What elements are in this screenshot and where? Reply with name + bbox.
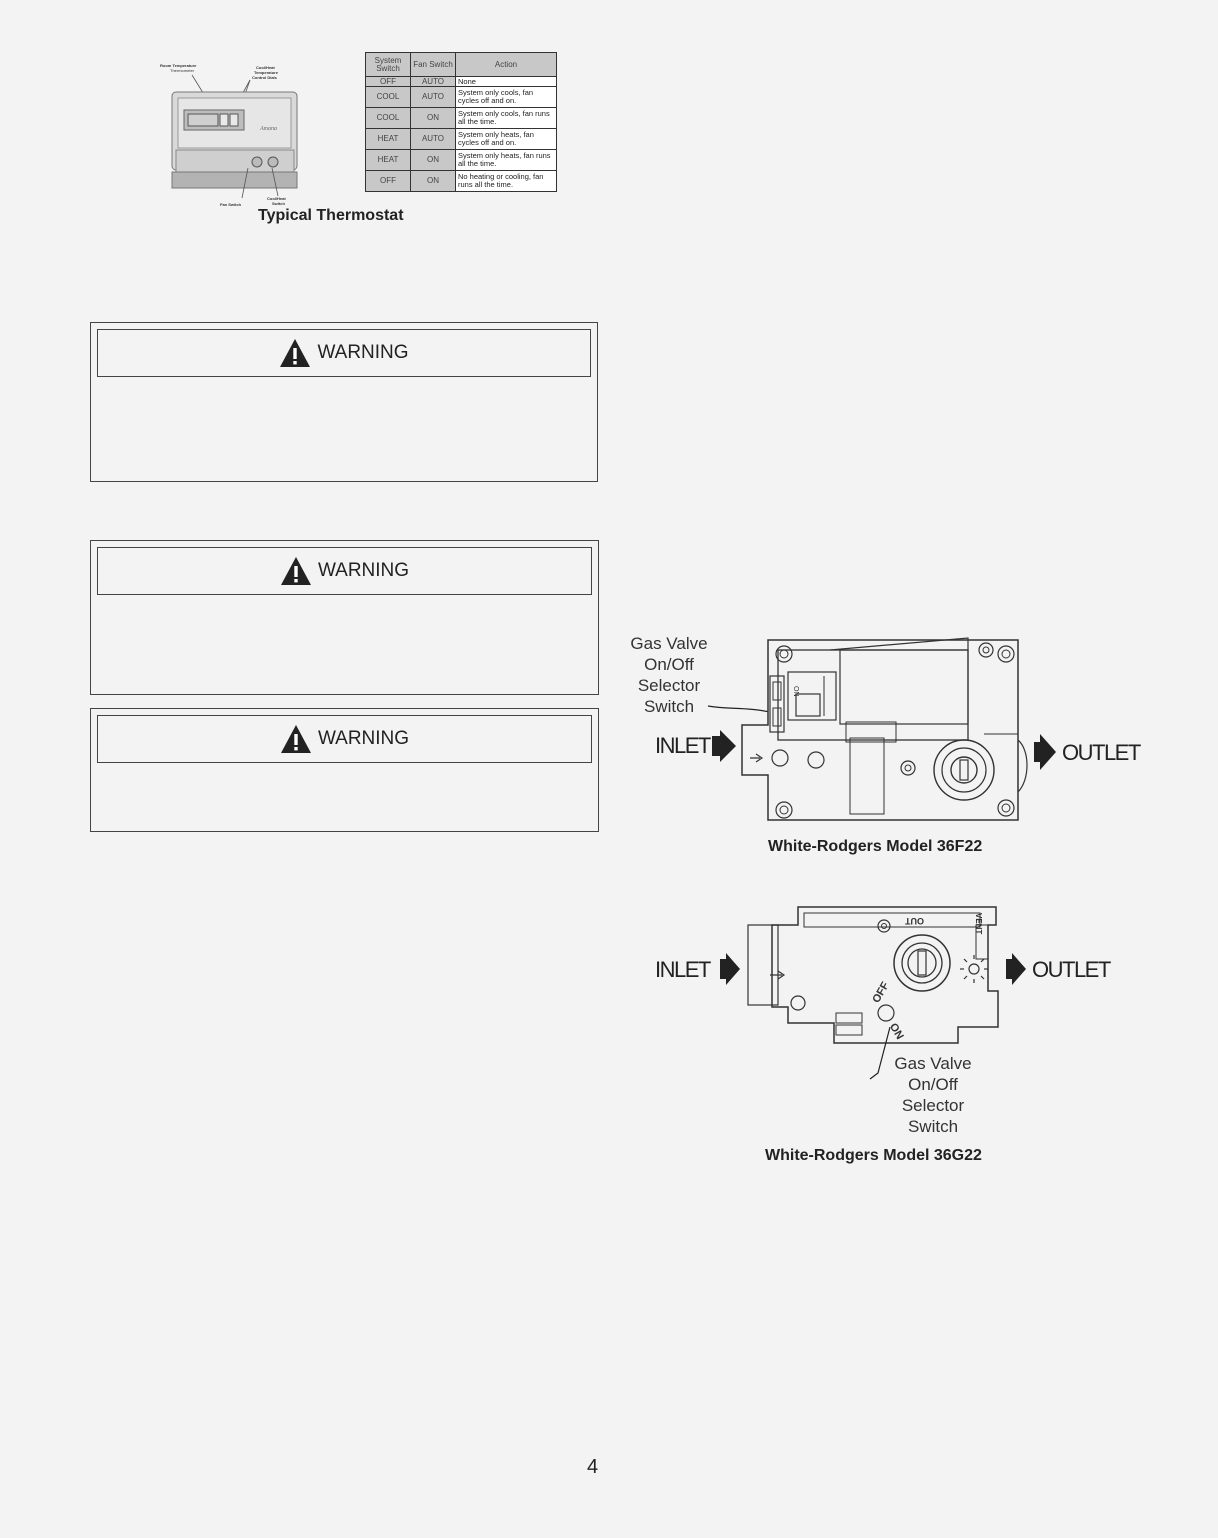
fan-switch-cell: AUTO [411,77,456,87]
warning-triangle-icon [280,556,312,586]
callout-coolheat-dials-2: Temperature [254,70,278,75]
svg-text:Amana: Amana [260,126,277,132]
fan-switch-cell: ON [411,150,456,171]
valve-36g22-outlet-label: OUTLET [1032,957,1110,982]
action-cell: System only heats, fan runs all the time. [456,150,557,171]
valve-36g22-selector-label [886,1053,980,1137]
selector-label-line: Gas Valve [894,1054,972,1073]
callout-coolheat-switch: Cool/Heat [267,196,286,201]
warning-box-3 [90,708,599,832]
warning-label: WARNING [317,560,410,581]
action-cell: None [456,77,557,87]
selector-label-line: On/Off [644,655,694,674]
selector-label-line: Selector [901,1096,965,1115]
valve-36g22-drawing [700,895,1030,1080]
warning-header [97,547,592,595]
table-row [366,171,557,192]
valve-36g22-inlet-label: INLET [655,957,710,982]
selector-label-line: On/Off [908,1075,958,1094]
table-header: Action [456,53,557,77]
warning-label: WARNING [317,342,409,363]
warning-box-2 [90,540,599,695]
callout-room-temp-2: Thermometer [170,68,195,73]
table-header: Fan Switch [411,53,456,77]
action-cell: System only cools, fan cycles off and on. [456,87,557,108]
thermostat-figure [150,58,300,208]
table-row [366,108,557,129]
svg-text:OFF: OFF [870,980,892,1006]
system-switch-cell: HEAT [366,129,411,150]
fan-switch-cell: ON [411,108,456,129]
selector-label-line: Gas Valve [630,634,708,653]
thermostat-caption: Typical Thermostat [258,207,404,224]
system-switch-cell: COOL [366,87,411,108]
warning-triangle-icon [280,724,312,754]
callout-coolheat-switch-2: Switch [272,201,285,206]
table-header: System Switch [366,53,411,77]
callout-room-temp: Room Temperature [160,63,197,68]
callout-coolheat-dials-3: Control Dials [252,75,277,80]
warning-header [97,329,591,377]
page-number: 4 [587,1456,599,1478]
table-row [366,150,557,171]
system-switch-cell: HEAT [366,150,411,171]
table-row [366,129,557,150]
valve-36f22-model-caption: White-Rodgers Model 36F22 [768,838,983,855]
thermostat-switch-table [365,52,557,192]
thermostat-drawing [150,58,300,208]
callout-fan-switch: Fan Switch [220,202,242,207]
valve-36f22-drawing [700,630,1060,830]
table-header-row [366,53,557,77]
warning-header [97,715,592,763]
action-cell: No heating or cooling, fan runs all the time. [456,171,557,192]
callout-coolheat-dials: Cool/Heat [256,65,275,70]
fan-switch-cell: AUTO [411,129,456,150]
action-cell: System only heats, fan cycles off and on. [456,129,557,150]
table-row [366,77,557,87]
table-row [366,87,557,108]
warning-box-1 [90,322,598,482]
selector-label-line: Switch [907,1117,959,1136]
system-switch-cell: COOL [366,108,411,129]
system-switch-cell: OFF [366,171,411,192]
svg-text:OUT: OUT [905,916,924,926]
system-switch-cell: OFF [366,77,411,87]
valve-36g22-model-caption: White-Rodgers Model 36G22 [765,1147,982,1164]
warning-triangle-icon [279,338,311,368]
fan-switch-cell: ON [411,171,456,192]
svg-text:VENT: VENT [974,913,983,935]
svg-text:ON: ON [792,686,799,697]
action-cell: System only cools, fan runs all the time. [456,108,557,129]
fan-switch-cell: AUTO [411,87,456,108]
selector-label-line: Selector [637,676,701,695]
selector-label-line: Switch [643,697,695,716]
valve-36f22-inlet-label: INLET [655,733,710,758]
valve-36f22-outlet-label: OUTLET [1062,740,1140,765]
svg-text:ON: ON [886,1021,906,1042]
warning-label: WARNING [317,728,410,749]
